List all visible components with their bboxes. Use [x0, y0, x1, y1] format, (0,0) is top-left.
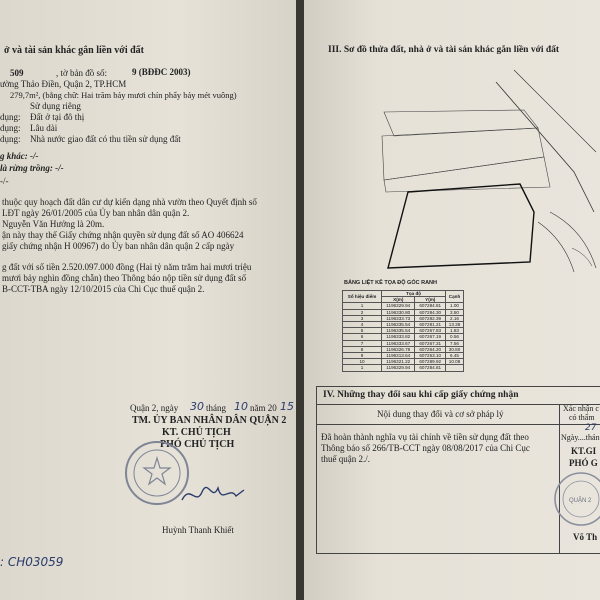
table-cell: 607284.81 — [415, 365, 446, 371]
table-cell: 1 — [343, 365, 382, 371]
table-cell: 607284.81 — [415, 303, 446, 309]
table-cell: 4 — [343, 322, 382, 328]
col-point-no: Số hiệu điểm — [343, 291, 382, 303]
table-cell: 607289.92 — [415, 359, 446, 365]
table-cell: 1.83 — [446, 328, 464, 334]
use-form: Sử dụng riêng — [30, 101, 81, 111]
changes-title: IV. Những thay đổi sau khi cấp giấy chứng nhận — [323, 390, 519, 400]
table-cell: 9 — [343, 353, 382, 359]
table-cell: 1196335.54 — [382, 322, 415, 328]
use-term-label: dụng: — [0, 123, 21, 133]
table-cell: 13.38 — [446, 322, 464, 328]
table-cell — [446, 365, 464, 371]
table-cell: 1196321.22 — [382, 359, 415, 365]
changes-section — [316, 386, 600, 554]
col-x: X(m) — [382, 297, 415, 303]
table-cell: 2.16 — [446, 315, 464, 321]
dash: -/- — [0, 176, 9, 186]
changes-column-headers — [317, 404, 600, 425]
note-line-3: Nguyễn Văn Hưởng là 20m. — [2, 219, 105, 229]
col-confirm-2: có thẩm — [569, 413, 595, 422]
note-line-5: giấy chứng nhận H 00967) do Ủy ban nhân dân quận 2 cấp ngày — [2, 241, 235, 251]
table-cell: 30.80 — [446, 346, 464, 352]
house-label: g khác: -/- — [0, 151, 39, 161]
change-entry-line-1: Đã hoàn thành nghĩa vụ tài chính về tiền sử dụng đất theo — [321, 432, 529, 442]
section-header: ở và tài sản khác gắn liền với đất — [4, 45, 144, 56]
change-entry-line-2: Thông báo số 266/TB-CCT ngày 08/08/2017 của Chi Cục — [321, 443, 530, 453]
certificate-left-page — [0, 0, 296, 600]
coord-table-title: BẢNG LIỆT KÊ TỌA ĐỘ GÓC RANH — [344, 280, 437, 286]
area: 279,7m², (bằng chữ: Hai trăm bảy mươi chín phẩy bảy mét vuông) — [10, 90, 237, 100]
col-y: Y(m) — [415, 297, 446, 303]
note-line-2: LĐT ngày 26/01/2005 của Ủy ban nhân dân quận 2. — [2, 208, 190, 218]
table-cell: 1 — [343, 303, 382, 309]
issuing-organization: TM. ỦY BAN NHÂN DÂN QUẬN 2 — [132, 415, 287, 426]
map-sheet-number: 9 (BĐĐC 2003) — [132, 67, 191, 77]
confirm-title-1: KT.GI — [571, 446, 597, 456]
date-month-label: tháng — [206, 403, 226, 413]
table-cell: 6.45 — [446, 353, 464, 359]
table-cell: 5 — [343, 328, 382, 334]
use-purpose: Đất ở tại đô thị — [30, 112, 85, 122]
table-cell: 607267.83 — [415, 328, 446, 334]
section-header: III. Sơ đồ thửa đất, nhà ở và tài sản khác gắn liền với đất — [328, 45, 560, 55]
date-year: 15 — [280, 400, 294, 413]
coordinate-table — [342, 290, 464, 372]
parcel-number: 509 — [10, 68, 24, 78]
certificate-right-page — [304, 0, 600, 600]
table-cell: 1196313.64 — [382, 353, 415, 359]
confirm-date-line: Ngày....thán — [561, 433, 600, 442]
table-cell: 6 — [343, 334, 382, 340]
use-purpose-label: dụng: — [0, 112, 21, 122]
table-cell: 607267.19 — [415, 334, 446, 340]
signer-title-2: PHÓ CHỦ TỊCH — [160, 439, 235, 450]
date-day: 30 — [190, 400, 204, 413]
date-month: 10 — [234, 400, 248, 413]
change-entry-line-3: thuế quận 2./. — [321, 454, 370, 464]
table-cell: 1196333.67 — [382, 340, 415, 346]
note-line-8: B-CCT-TBA ngày 12/10/2015 của Chi Cục thuế quận 2. — [2, 284, 205, 294]
use-origin-label: dụng: — [0, 134, 21, 144]
table-cell: 607253.10 — [415, 353, 446, 359]
table-cell: 1196335.54 — [382, 328, 415, 334]
confirm-seal-text: QUẬN 2 — [569, 498, 592, 504]
table-cell: 2 — [343, 309, 382, 315]
table-cell: 1196329.94 — [382, 303, 415, 309]
confirm-date-day: 27 — [585, 423, 597, 433]
col-edge: Cạnh — [446, 291, 464, 303]
table-cell: 7 — [343, 340, 382, 346]
map-sheet-label: , tờ bản đồ số: — [56, 68, 108, 78]
col-confirm: Xác nhận c — [563, 404, 599, 413]
table-cell: 607281.21 — [415, 322, 446, 328]
table-cell: 1196333.82 — [382, 334, 415, 340]
table-cell: 1.00 — [446, 303, 464, 309]
table-cell: 607282.39 — [415, 315, 446, 321]
table-cell: 10 — [343, 359, 382, 365]
signer-title-1: KT. CHỦ TỊCH — [162, 427, 231, 438]
col-change-content: Nội dung thay đổi và cơ sở pháp lý — [377, 409, 504, 419]
table-cell: 7.56 — [446, 340, 464, 346]
signer-name: Huỳnh Thanh Khiết — [162, 525, 234, 535]
table-cell: 1196333.73 — [382, 315, 415, 321]
note-line-1: thuộc quy hoạch đất dân cư dự kiến dạng nhà vườn theo Quyết định số — [2, 197, 257, 207]
table-cell: 3 — [343, 315, 382, 321]
forest-label: là rừng trồng: -/- — [0, 163, 64, 173]
note-line-4: ận này thay thế Giấy chứng nhận quyền sử dụng đất số AO 406624 — [2, 230, 244, 240]
table-cell: 0.56 — [446, 334, 464, 340]
table-cell: 607264.20 — [415, 346, 446, 352]
table-cell: 1196326.78 — [382, 346, 415, 352]
note-line-6: g đất với số tiền 2.520.097.000 đồng (Hai tỷ năm trăm hai mươi triệu — [2, 262, 252, 272]
confirm-signer: Võ Th — [573, 532, 598, 542]
signature-icon — [178, 478, 248, 510]
col-coordinates: Tọa độ — [382, 291, 446, 297]
confirm-title-2: PHÓ G — [569, 458, 598, 468]
changes-header — [317, 387, 600, 405]
use-origin: Nhà nước giao đất có thu tiền sử dụng đất — [30, 134, 181, 144]
table-cell: 3.50 — [446, 309, 464, 315]
use-term: Lâu dài — [30, 123, 58, 133]
parcel-diagram — [324, 62, 600, 272]
address: ường Thảo Điền, Quận 2, TP.HCM — [0, 79, 127, 89]
table-cell: 10.08 — [446, 359, 464, 365]
table-cell: 8 — [343, 346, 382, 352]
date-prefix: Quận 2, ngày — [130, 403, 179, 413]
date-year-label: năm 20 — [250, 403, 277, 413]
certificate-number: : CH03059 — [0, 555, 64, 569]
note-line-7: mươi bảy nghìn đồng chẵn) theo Thông báo nộp tiền sử dụng đất số — [2, 273, 247, 283]
table-cell: 607284.30 — [415, 309, 446, 315]
table-cell: 607267.31 — [415, 340, 446, 346]
table-cell: 1196329.94 — [382, 365, 415, 371]
table-row — [343, 365, 464, 371]
table-cell: 1196330.80 — [382, 309, 415, 315]
